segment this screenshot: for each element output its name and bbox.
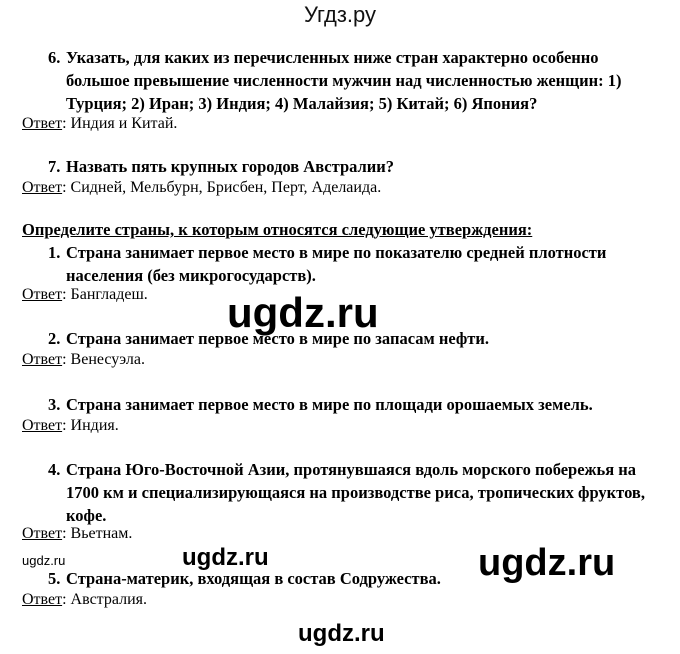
question-line: Указать, для каких из перечисленных ниже стран характерно особенно [66,48,599,67]
question-number: 7. [48,157,61,176]
question-line: Турция; 2) Иран; 3) Индия; 4) Малайзия; 5) Китай; 6) Япония? [66,94,538,113]
answer-label: Ответ [22,417,63,434]
answer-text: : Вьетнам. [62,525,133,542]
question-line: Назвать пять крупных городов Австралии? [66,157,395,176]
watermark: ugdz.ru [22,553,66,568]
question-line: Страна занимает первое место в мире по показателю средней плотности [66,243,607,262]
answer-1 [22,285,148,305]
answer-text: : Бангладеш. [62,286,148,303]
answer-text: : Сидней, Мельбурн, Брисбен, Перт, Аделаида. [62,179,382,196]
question-line: кофе. [66,506,107,525]
question-line: Страна Юго-Восточной Азии, протянувшаяся вдоль морского побережья на [66,460,637,479]
answer-label: Ответ [22,179,63,196]
answer-5 [22,590,147,610]
site-title: Угдз.ру [303,2,377,27]
answer-text: : Венесуэла. [62,351,145,368]
answer-3 [22,416,119,436]
answer-text: : Индия. [62,417,119,434]
answer-6 [22,114,177,134]
answer-label: Ответ [22,286,63,303]
question-6 [48,46,622,115]
watermark: ugdz.ru [182,544,269,571]
answer-label: Ответ [22,525,63,542]
question-line: Страна занимает первое место в мире по запасам нефти. [66,329,490,348]
question-line: Страна-материк, входящая в состав Содружества. [66,569,441,588]
section-heading: Определите страны, к которым относятся следующие утверждения: [22,220,533,239]
question-line: большое превышение численности мужчин над численностью женщин: 1) [66,71,622,90]
answer-label: Ответ [22,351,63,368]
question-line: Страна занимает первое место в мире по площади орошаемых земель. [66,395,593,414]
watermark: ugdz.ru [227,289,379,336]
question-7 [48,155,395,178]
answer-2 [22,350,145,370]
question-line: населения (без микрогосударств). [66,266,316,285]
answer-4 [22,524,132,544]
answer-text: : Индия и Китай. [62,115,178,132]
question-number: 1. [48,243,61,262]
statement-1 [48,241,607,287]
question-number: 6. [48,48,61,67]
answer-label: Ответ [22,115,63,132]
question-number: 4. [48,460,61,479]
watermark: ugdz.ru [298,620,385,647]
question-number: 3. [48,395,61,414]
question-line: 1700 км и специализирующаяся на производстве риса, тропических фруктов, [66,483,645,502]
question-number: 5. [48,569,61,588]
answer-text: : Австралия. [62,591,148,608]
question-number: 2. [48,329,61,348]
answer-label: Ответ [22,591,63,608]
watermark: ugdz.ru [478,542,616,584]
answer-7 [22,178,381,198]
statement-4 [48,458,645,527]
statement-3 [48,393,593,416]
